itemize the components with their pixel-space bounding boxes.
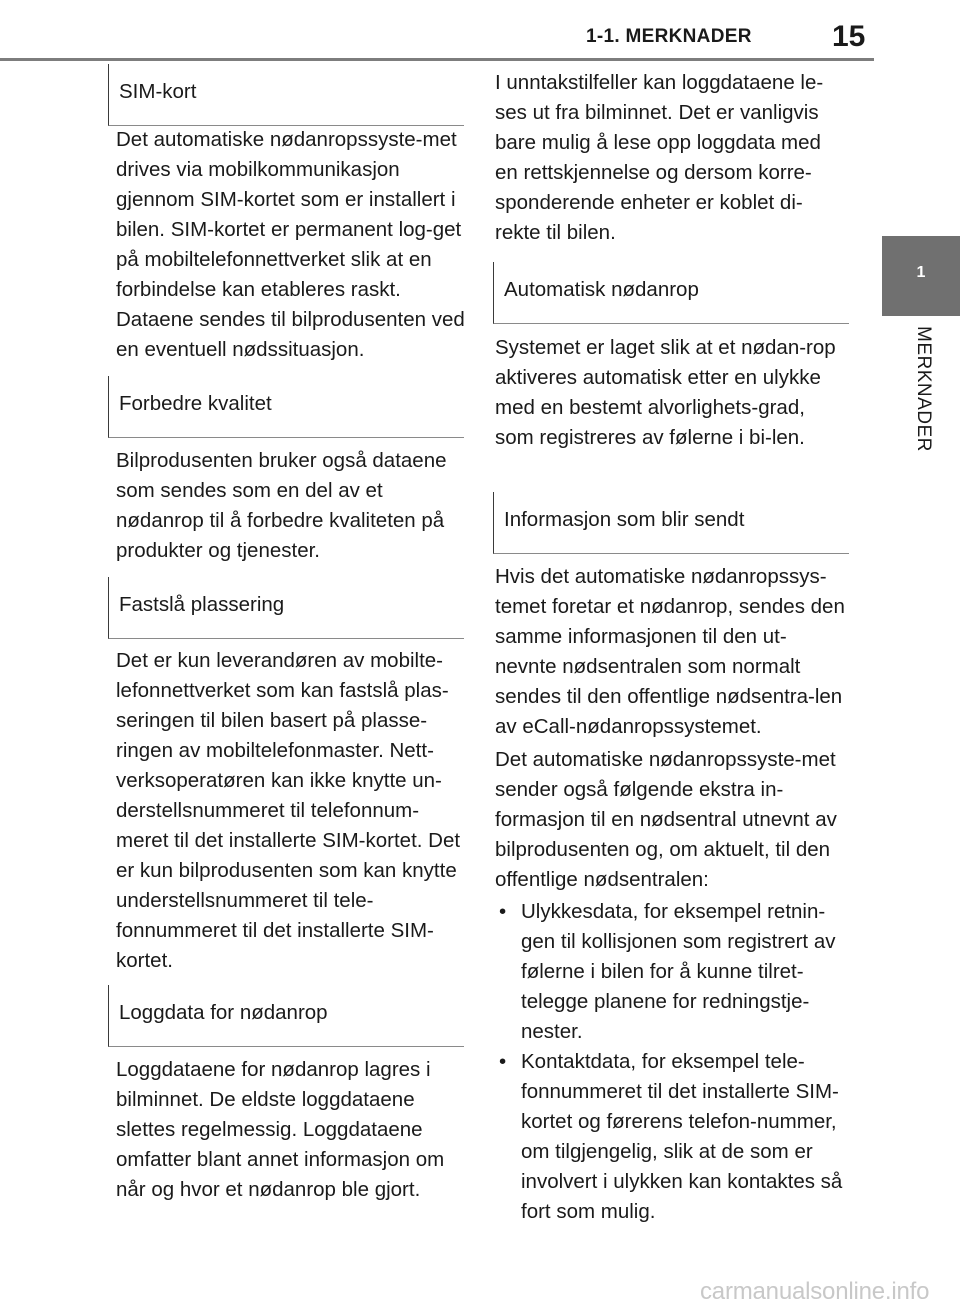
section-heading-automatic-call xyxy=(493,262,849,324)
paragraph-improve-quality: Bilprodusenten bruker også dataene som sendes som en del av et nødanrop til å forbedre kvaliteten på produkter og tjenester. xyxy=(116,449,447,562)
section-heading-information-sent xyxy=(493,492,849,554)
paragraph-automatic-call: Systemet er laget slik at et nødan-rop aktiveres automatisk etter en ulykke med en bestemt alvorlighets-grad, som registreres av følerne i bi-len. xyxy=(495,336,836,449)
heading-text: Forbedre kvalitet xyxy=(119,392,272,415)
page-number: 15 xyxy=(832,20,866,53)
chapter-label: MERKNADER xyxy=(913,326,934,452)
section-title: 1-1. MERKNADER xyxy=(586,26,752,47)
watermark: carmanualsonline.info xyxy=(700,1278,930,1305)
section-heading-determine-location xyxy=(108,577,464,639)
heading-text: Automatisk nødanrop xyxy=(504,278,699,301)
section-heading-improve-quality xyxy=(108,376,464,438)
header-divider xyxy=(0,58,874,61)
paragraph-log-data-continued: I unntakstilfeller kan loggdataene le-ses ut fra bilminnet. Det er vanligvis bare mulig å lese opp loggdata med en rettskjennelse og dersom korre-sponderende enheter er koblet di-rekte til bilen. xyxy=(495,71,824,244)
section-heading-log-data xyxy=(108,985,464,1047)
heading-text: SIM-kort xyxy=(119,80,197,103)
heading-text: Informasjon som blir sendt xyxy=(504,508,745,531)
chapter-tab xyxy=(882,236,960,316)
heading-text: Loggdata for nødanrop xyxy=(119,1001,328,1024)
paragraph-sim-card: Det automatiske nødanropssyste-met drives via mobilkommunikasjon gjennom SIM-kortet som er installert i bilen. SIM-kortet er permanent log-get på mobiltelefonnettverket slik at en forbindelse kan etableres raskt. Dataene sendes til bilprodusenten ved en eventuell nødssituasjon. xyxy=(116,128,465,361)
paragraph-log-data: Loggdataene for nødanrop lagres i bilminnet. De eldste loggdataene slettes regelmessig. Loggdataene omfatter blant annet informasjon om når og hvor et nødanrop ble gjort. xyxy=(116,1058,445,1201)
chapter-number: 1 xyxy=(916,264,926,281)
paragraph-information-sent-2: Det automatiske nødanropssyste-met sender også følgende ekstra in-formasjon til en nødsentral utnevnt av bilprodusenten og, om aktuelt, til den offentlige nødsentralen: xyxy=(495,748,837,891)
list-item: • Ulykkesdata, for eksempel retnin-gen til kollisjonen som registrert av følerne i bilen for å kunne tilret-telegge planene for redningstje-nester. xyxy=(495,897,845,1047)
section-heading-sim-card xyxy=(108,64,464,126)
paragraph-information-sent-1: Hvis det automatiske nødanropssys-temet foretar et nødanrop, sendes den samme informasjonen til den ut-nevnte nødsentralen som normalt sendes til den offentlige nødsentra-len av eCall-nødanropssystemet. xyxy=(495,565,845,738)
heading-text: Fastslå plassering xyxy=(119,593,285,616)
bullet-list xyxy=(495,897,845,1227)
page-header xyxy=(0,0,960,60)
list-item: • Kontaktdata, for eksempel tele-fonnummeret til det installerte SIM-kortet og førerens telefon-nummer, om tilgjengelig, slik at de som er involvert i ulykken kan kontaktes så fort som mulig. xyxy=(495,1047,845,1227)
paragraph-determine-location: Det er kun leverandøren av mobilte-lefonnettverket som kan fastslå plas-seringen til bilen basert på plasse-ringen av mobiltelefonmaster. Nett-verksoperatøren kan ikke knytte un-derstellsnummeret til telefonnum-meret til det installerte SIM-kortet. Det er kun bilprodusenten som kan knytte understellsnummeret til tele-fonnummeret til det installerte SIM-kortet. xyxy=(116,649,461,972)
